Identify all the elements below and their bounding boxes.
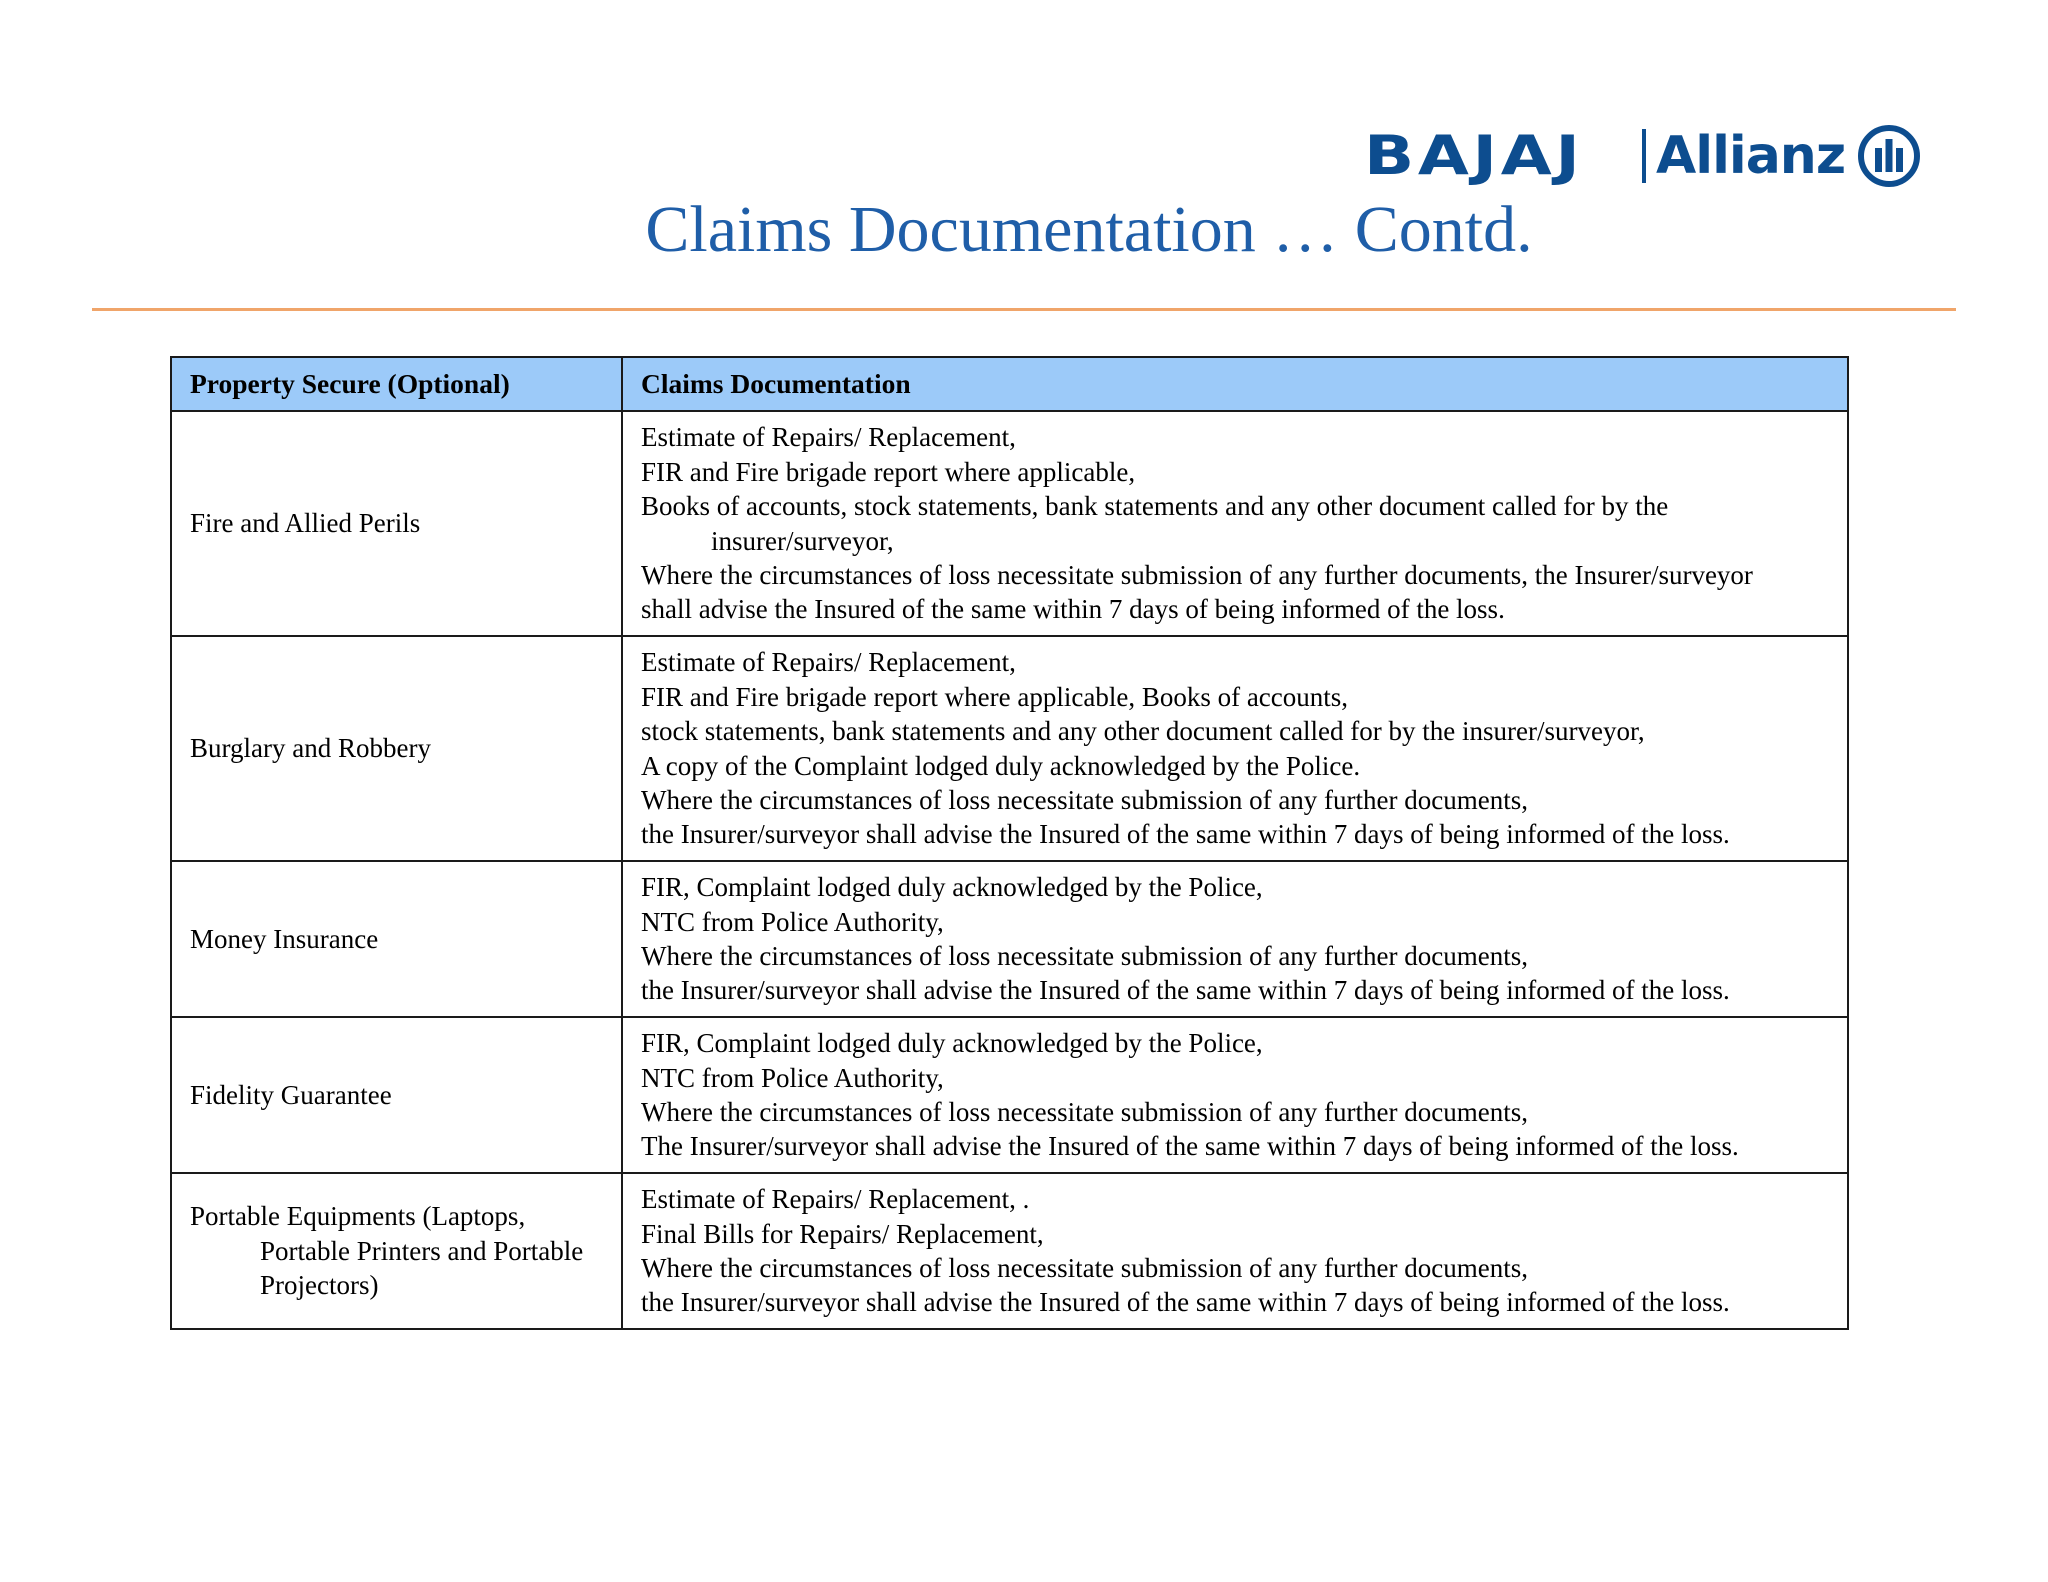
- doc-line: A copy of the Complaint lodged duly acknowledged by the Police.: [641, 750, 1361, 781]
- doc-line: Where the circumstances of loss necessitate submission of any further documents, the Insurer/surveyor: [641, 559, 1753, 590]
- column-header-claims-documentation: Claims Documentation: [622, 357, 1848, 411]
- doc-line: NTC from Police Authority,: [641, 1062, 944, 1093]
- doc-line: Final Bills for Repairs/ Replacement,: [641, 1218, 1044, 1249]
- documentation-cell: [622, 861, 1848, 1017]
- section-label: Burglary and Robbery: [190, 733, 431, 764]
- documentation-cell: [622, 411, 1848, 636]
- doc-line: FIR and Fire brigade report where applicable,: [641, 456, 1136, 487]
- section-label: Money Insurance: [190, 923, 379, 954]
- table-row-portable-equipments: [171, 1173, 1848, 1329]
- section-cell: [171, 1173, 622, 1329]
- section-label-line: Portable Printers and Portable: [260, 1235, 584, 1266]
- section-cell: [171, 1017, 622, 1173]
- table-header-row: [171, 357, 1848, 411]
- section-label-line: Projectors): [260, 1270, 379, 1301]
- doc-line: the Insurer/surveyor shall advise the Insured of the same within 7 days of being informed of the loss.: [641, 819, 1730, 850]
- doc-line: Books of accounts, stock statements, bank statements and any other document called for by the: [641, 491, 1669, 522]
- logo-bajaj-wordmark: BAJAJ: [1364, 124, 1584, 187]
- doc-line: FIR, Complaint lodged duly acknowledged by the Police,: [641, 872, 1263, 903]
- doc-line: Where the circumstances of loss necessitate submission of any further documents,: [641, 784, 1528, 815]
- doc-line: the Insurer/surveyor shall advise the Insured of the same within 7 days of being informed of the loss.: [641, 1287, 1730, 1318]
- allianz-eagle-icon: [1857, 124, 1921, 188]
- documentation-cell: [622, 1173, 1848, 1329]
- doc-line: insurer/surveyor,: [711, 525, 894, 556]
- doc-line: FIR, Complaint lodged duly acknowledged by the Police,: [641, 1028, 1263, 1059]
- section-cell: [171, 861, 622, 1017]
- logo-allianz-wordmark: Allianz: [1656, 126, 1846, 186]
- doc-line: shall advise the Insured of the same within 7 days of being informed of the loss.: [641, 594, 1505, 625]
- doc-line: Where the circumstances of loss necessitate submission of any further documents,: [641, 941, 1528, 971]
- doc-line: the Insurer/surveyor shall advise the Insured of the same within 7 days of being informed of the loss.: [641, 975, 1730, 1006]
- section-label-line: Portable Equipments (Laptops,: [190, 1201, 526, 1232]
- claims-documentation-table: [170, 356, 1849, 1330]
- doc-line: Estimate of Repairs/ Replacement,: [641, 422, 1016, 453]
- table-row-fidelity: [171, 1017, 1848, 1173]
- documentation-cell: [622, 636, 1848, 861]
- table-row-money: [171, 861, 1848, 1017]
- title-divider: [92, 308, 1956, 311]
- section-cell: [171, 636, 622, 861]
- table-row-burglary: [171, 636, 1848, 861]
- section-label: Fire and Allied Perils: [190, 508, 421, 539]
- doc-line: Estimate of Repairs/ Replacement,: [641, 647, 1016, 678]
- page-title: Claims Documentation … Contd.: [645, 193, 1533, 266]
- table-row-fire: [171, 411, 1848, 636]
- column-header-property-secure: Property Secure (Optional): [171, 357, 622, 411]
- bajaj-allianz-logo: [1364, 120, 1921, 192]
- documentation-cell: [622, 1017, 1848, 1173]
- doc-line: Estimate of Repairs/ Replacement, .: [641, 1184, 1030, 1215]
- section-label: Fidelity Guarantee: [190, 1079, 392, 1110]
- doc-line: The Insurer/surveyor shall advise the Insured of the same within 7 days of being informed of the loss.: [641, 1131, 1739, 1162]
- section-cell: [171, 411, 622, 636]
- doc-line: Where the circumstances of loss necessitate submission of any further documents,: [641, 1253, 1528, 1283]
- doc-line: stock statements, bank statements and any other document called for by the insurer/surveyor,: [641, 716, 1645, 747]
- doc-line: Where the circumstances of loss necessitate submission of any further documents,: [641, 1097, 1528, 1127]
- doc-line: FIR and Fire brigade report where applicable, Books of accounts,: [641, 681, 1349, 712]
- doc-line: NTC from Police Authority,: [641, 906, 944, 937]
